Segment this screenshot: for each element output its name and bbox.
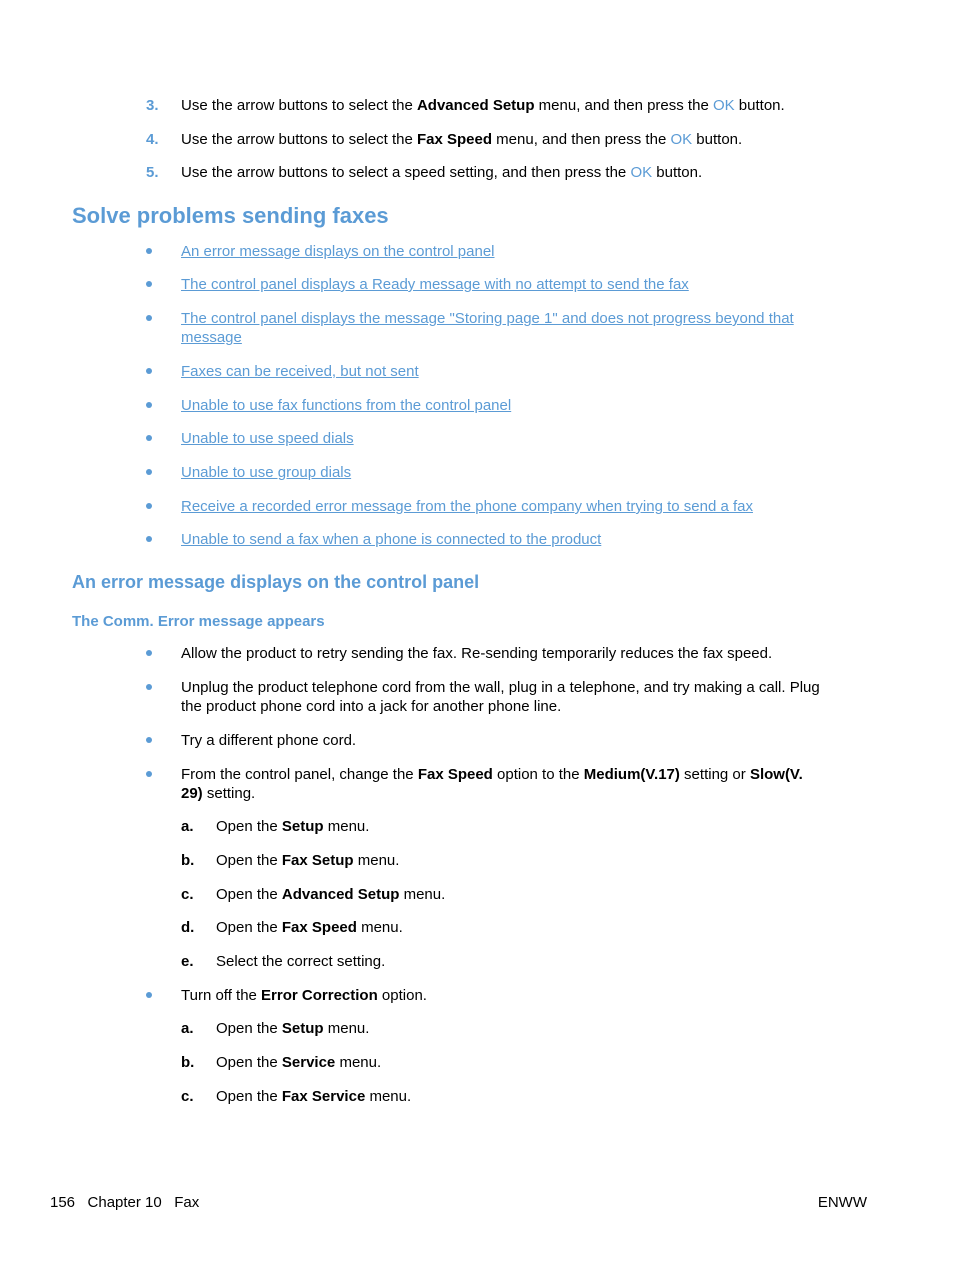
sub-step-letter: a. <box>181 818 194 835</box>
bullet-icon <box>146 368 152 374</box>
bullet-icon <box>146 248 152 254</box>
section-title: An error message displays on the control panel <box>72 572 480 592</box>
bullet-phone-cord: Try a different phone cord. <box>181 732 357 749</box>
bullet-fax-speed-cont: 29) setting. <box>181 785 256 802</box>
link-recorded-error[interactable]: Receive a recorded error message from the phone company when trying to send a fax <box>181 498 753 515</box>
sub-step-text: Open the Setup menu. <box>216 1020 370 1037</box>
subsection-title: The Comm. Error message appears <box>72 613 325 630</box>
step-number: 4. <box>146 131 159 148</box>
link-storing-page-cont[interactable]: message <box>181 329 242 346</box>
bullet-icon <box>146 771 152 777</box>
bullet-icon <box>146 650 152 656</box>
step-number: 5. <box>146 164 159 181</box>
bullet-icon <box>146 315 152 321</box>
sub-step-letter: c. <box>181 886 194 903</box>
sub-step-text: Open the Fax Service menu. <box>216 1088 412 1105</box>
bullet-icon <box>146 402 152 408</box>
bullet-icon <box>146 684 152 690</box>
bullet-icon <box>146 992 152 998</box>
sub-step-letter: d. <box>181 919 195 936</box>
page-title: Solve problems sending faxes <box>72 203 389 228</box>
bullet-icon <box>146 469 152 475</box>
page-footer-right: ENWW <box>817 1194 867 1211</box>
ok-button-ref: OK <box>630 164 653 181</box>
sub-step-text: Select the correct setting. <box>216 953 386 970</box>
bullet-unplug: Unplug the product telephone cord from the wall, plug in a telephone, and try making a call. Plug <box>181 679 820 696</box>
link-fax-functions[interactable]: Unable to use fax functions from the control panel <box>181 397 512 414</box>
step-text: Use the arrow buttons to select the Advanced Setup menu, and then press the OK button. <box>181 97 785 114</box>
sub-step-text: Open the Fax Setup menu. <box>216 852 400 869</box>
link-storing-page[interactable]: The control panel displays the message "Storing page 1" and does not progress beyond that <box>181 310 794 327</box>
bullet-icon <box>146 503 152 509</box>
ok-button-ref: OK <box>712 97 735 114</box>
bullet-error-correction: Turn off the Error Correction option. <box>181 987 427 1004</box>
link-phone-connected[interactable]: Unable to send a fax when a phone is connected to the product <box>181 531 602 548</box>
sub-step-letter: c. <box>181 1088 194 1105</box>
link-speed-dials[interactable]: Unable to use speed dials <box>181 430 354 447</box>
bullet-icon <box>146 281 152 287</box>
bullet-retry: Allow the product to retry sending the fax. Re-sending temporarily reduces the fax speed. <box>181 645 773 662</box>
sub-step-text: Open the Service menu. <box>216 1054 382 1071</box>
sub-step-letter: e. <box>181 953 194 970</box>
sub-step-letter: b. <box>181 1054 195 1071</box>
step-number: 3. <box>146 97 159 114</box>
bullet-icon <box>146 435 152 441</box>
bullet-icon <box>146 536 152 542</box>
link-received-not-sent[interactable]: Faxes can be received, but not sent <box>181 363 419 380</box>
step-text: Use the arrow buttons to select a speed setting, and then press the OK button. <box>181 164 703 181</box>
bullet-icon <box>146 737 152 743</box>
sub-step-letter: b. <box>181 852 195 869</box>
link-group-dials[interactable]: Unable to use group dials <box>181 464 352 481</box>
sub-step-text: Open the Fax Speed menu. <box>216 919 403 936</box>
sub-step-text: Open the Setup menu. <box>216 818 370 835</box>
ok-button-ref: OK <box>670 131 693 148</box>
step-text: Use the arrow buttons to select the Fax Speed menu, and then press the OK button. <box>181 131 743 148</box>
link-error-message[interactable]: An error message displays on the control panel <box>181 243 495 260</box>
bullet-unplug-cont: the product phone cord into a jack for another phone line. <box>181 698 562 715</box>
sub-step-letter: a. <box>181 1020 194 1037</box>
link-ready-message[interactable]: The control panel displays a Ready message with no attempt to send the fax <box>181 276 689 293</box>
sub-step-text: Open the Advanced Setup menu. <box>216 886 446 903</box>
bullet-fax-speed: From the control panel, change the Fax Speed option to the Medium(V.17) setting or Slow(V. <box>181 766 803 783</box>
page-footer-left: 156 Chapter 10 Fax <box>50 1194 200 1211</box>
